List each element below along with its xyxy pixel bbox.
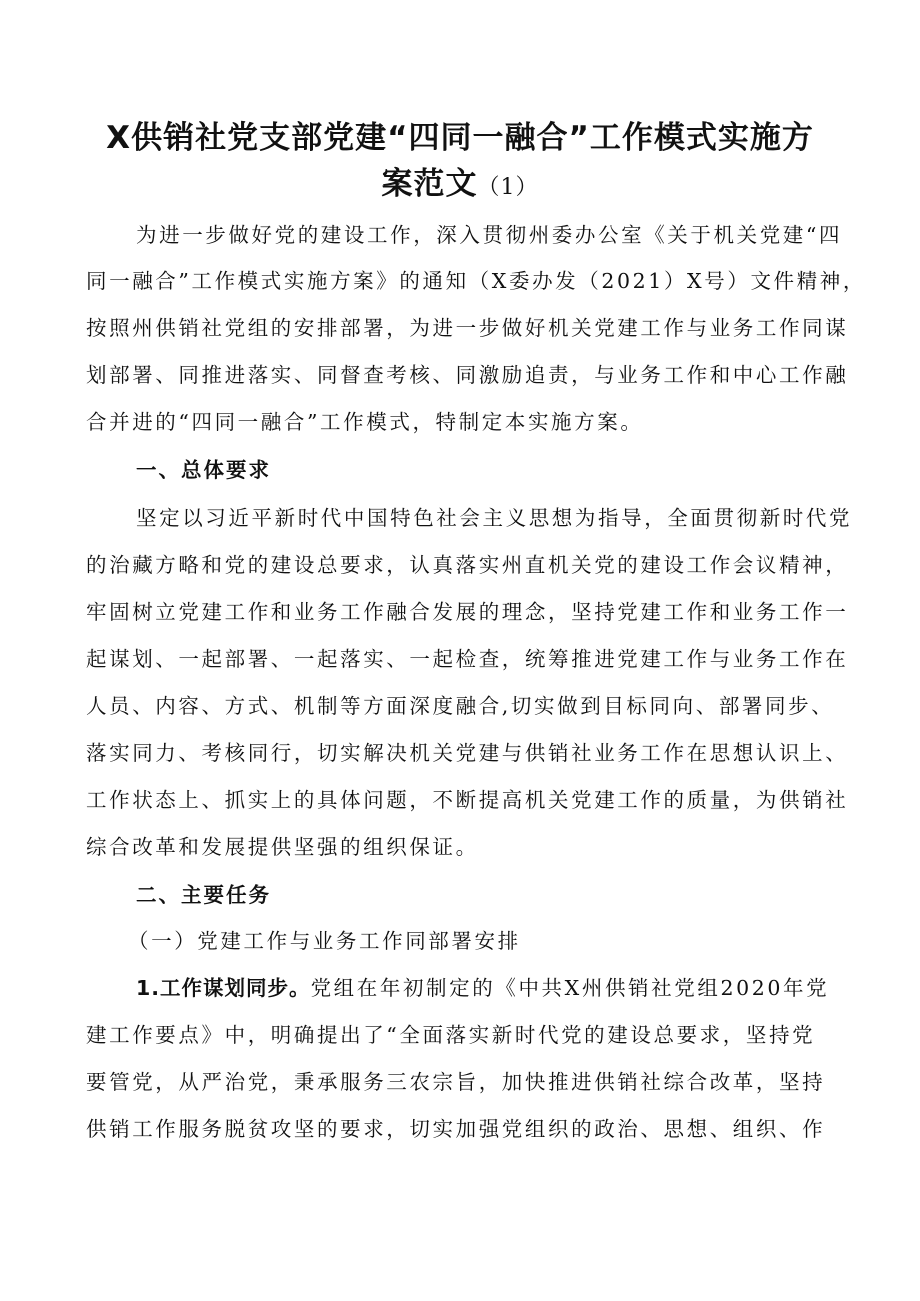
- paragraph-line: 起谋划、一起部署、一起落实、一起检查，统筹推进党建工作与业务工作在: [86, 647, 849, 671]
- paragraph-line: 为进一步做好党的建设工作，深入贯彻州委办公室《关于机关党建“四: [136, 223, 843, 247]
- document-title-main: 案范文: [381, 166, 478, 202]
- paragraph-line: 划部署、同推进落实、同督查考核、同激励追责，与业务工作和中心工作融: [86, 363, 849, 387]
- item-text: 党组在年初制定的《中共X州供销社党组2020年党: [310, 976, 830, 1000]
- document-title-line-2: [60, 158, 860, 203]
- document-title-line-1: X供销社党支部党建“四同一融合”工作模式实施方: [106, 120, 814, 156]
- paragraph-line: 牢固树立党建工作和业务工作融合发展的理念，坚持党建工作和业务工作一: [86, 600, 849, 624]
- subsection-heading: （一）党建工作与业务工作同部署安排: [128, 929, 521, 953]
- paragraph-line: 工作状态上、抓实上的具体问题，不断提高机关党建工作的质量，为供销社: [86, 788, 849, 812]
- section-heading-2: 二、主要任务: [136, 883, 271, 907]
- paragraph-line: [136, 973, 920, 1003]
- paragraph-line: 落实同力、考核同行，切实解决机关党建与供销社业务工作在思想认识上、: [86, 741, 849, 765]
- paragraph-line: 的治藏方略和党的建设总要求，认真落实州直机关党的建设工作会议精神，: [86, 553, 849, 577]
- section-heading-1: 一、总体要求: [136, 458, 271, 482]
- paragraph-line: 按照州供销社党组的安排部署，为进一步做好机关党建工作与业务工作同谋: [86, 316, 849, 340]
- paragraph-line: 合并进的“四同一融合”工作模式，特制定本实施方案。: [86, 410, 644, 434]
- paragraph-line: 建工作要点》中，明确提出了“全面落实新时代党的建设总要求，坚持党: [86, 1023, 816, 1047]
- document-title-number: （1）: [477, 175, 539, 200]
- item-heading: 1.工作谋划同步。: [136, 976, 311, 1000]
- paragraph-line: 要管党，从严治党，秉承服务三农宗旨，加快推进供销社综合改革，坚持: [86, 1070, 826, 1094]
- paragraph-line: 坚定以习近平新时代中国特色社会主义思想为指导，全面贯彻新时代党: [136, 506, 853, 530]
- paragraph-line: 同一融合”工作模式实施方案》的通知（X委办发（2021）X号）文件精神，: [86, 269, 866, 293]
- paragraph-line: 人员、内容、方式、机制等方面深度融合,切实做到目标同向、部署同步、: [86, 694, 835, 718]
- paragraph-line: 综合改革和发展提供坚强的组织保证。: [86, 835, 479, 859]
- paragraph-line: 供销工作服务脱贫攻坚的要求，切实加强党组织的政治、思想、组织、作: [86, 1117, 826, 1141]
